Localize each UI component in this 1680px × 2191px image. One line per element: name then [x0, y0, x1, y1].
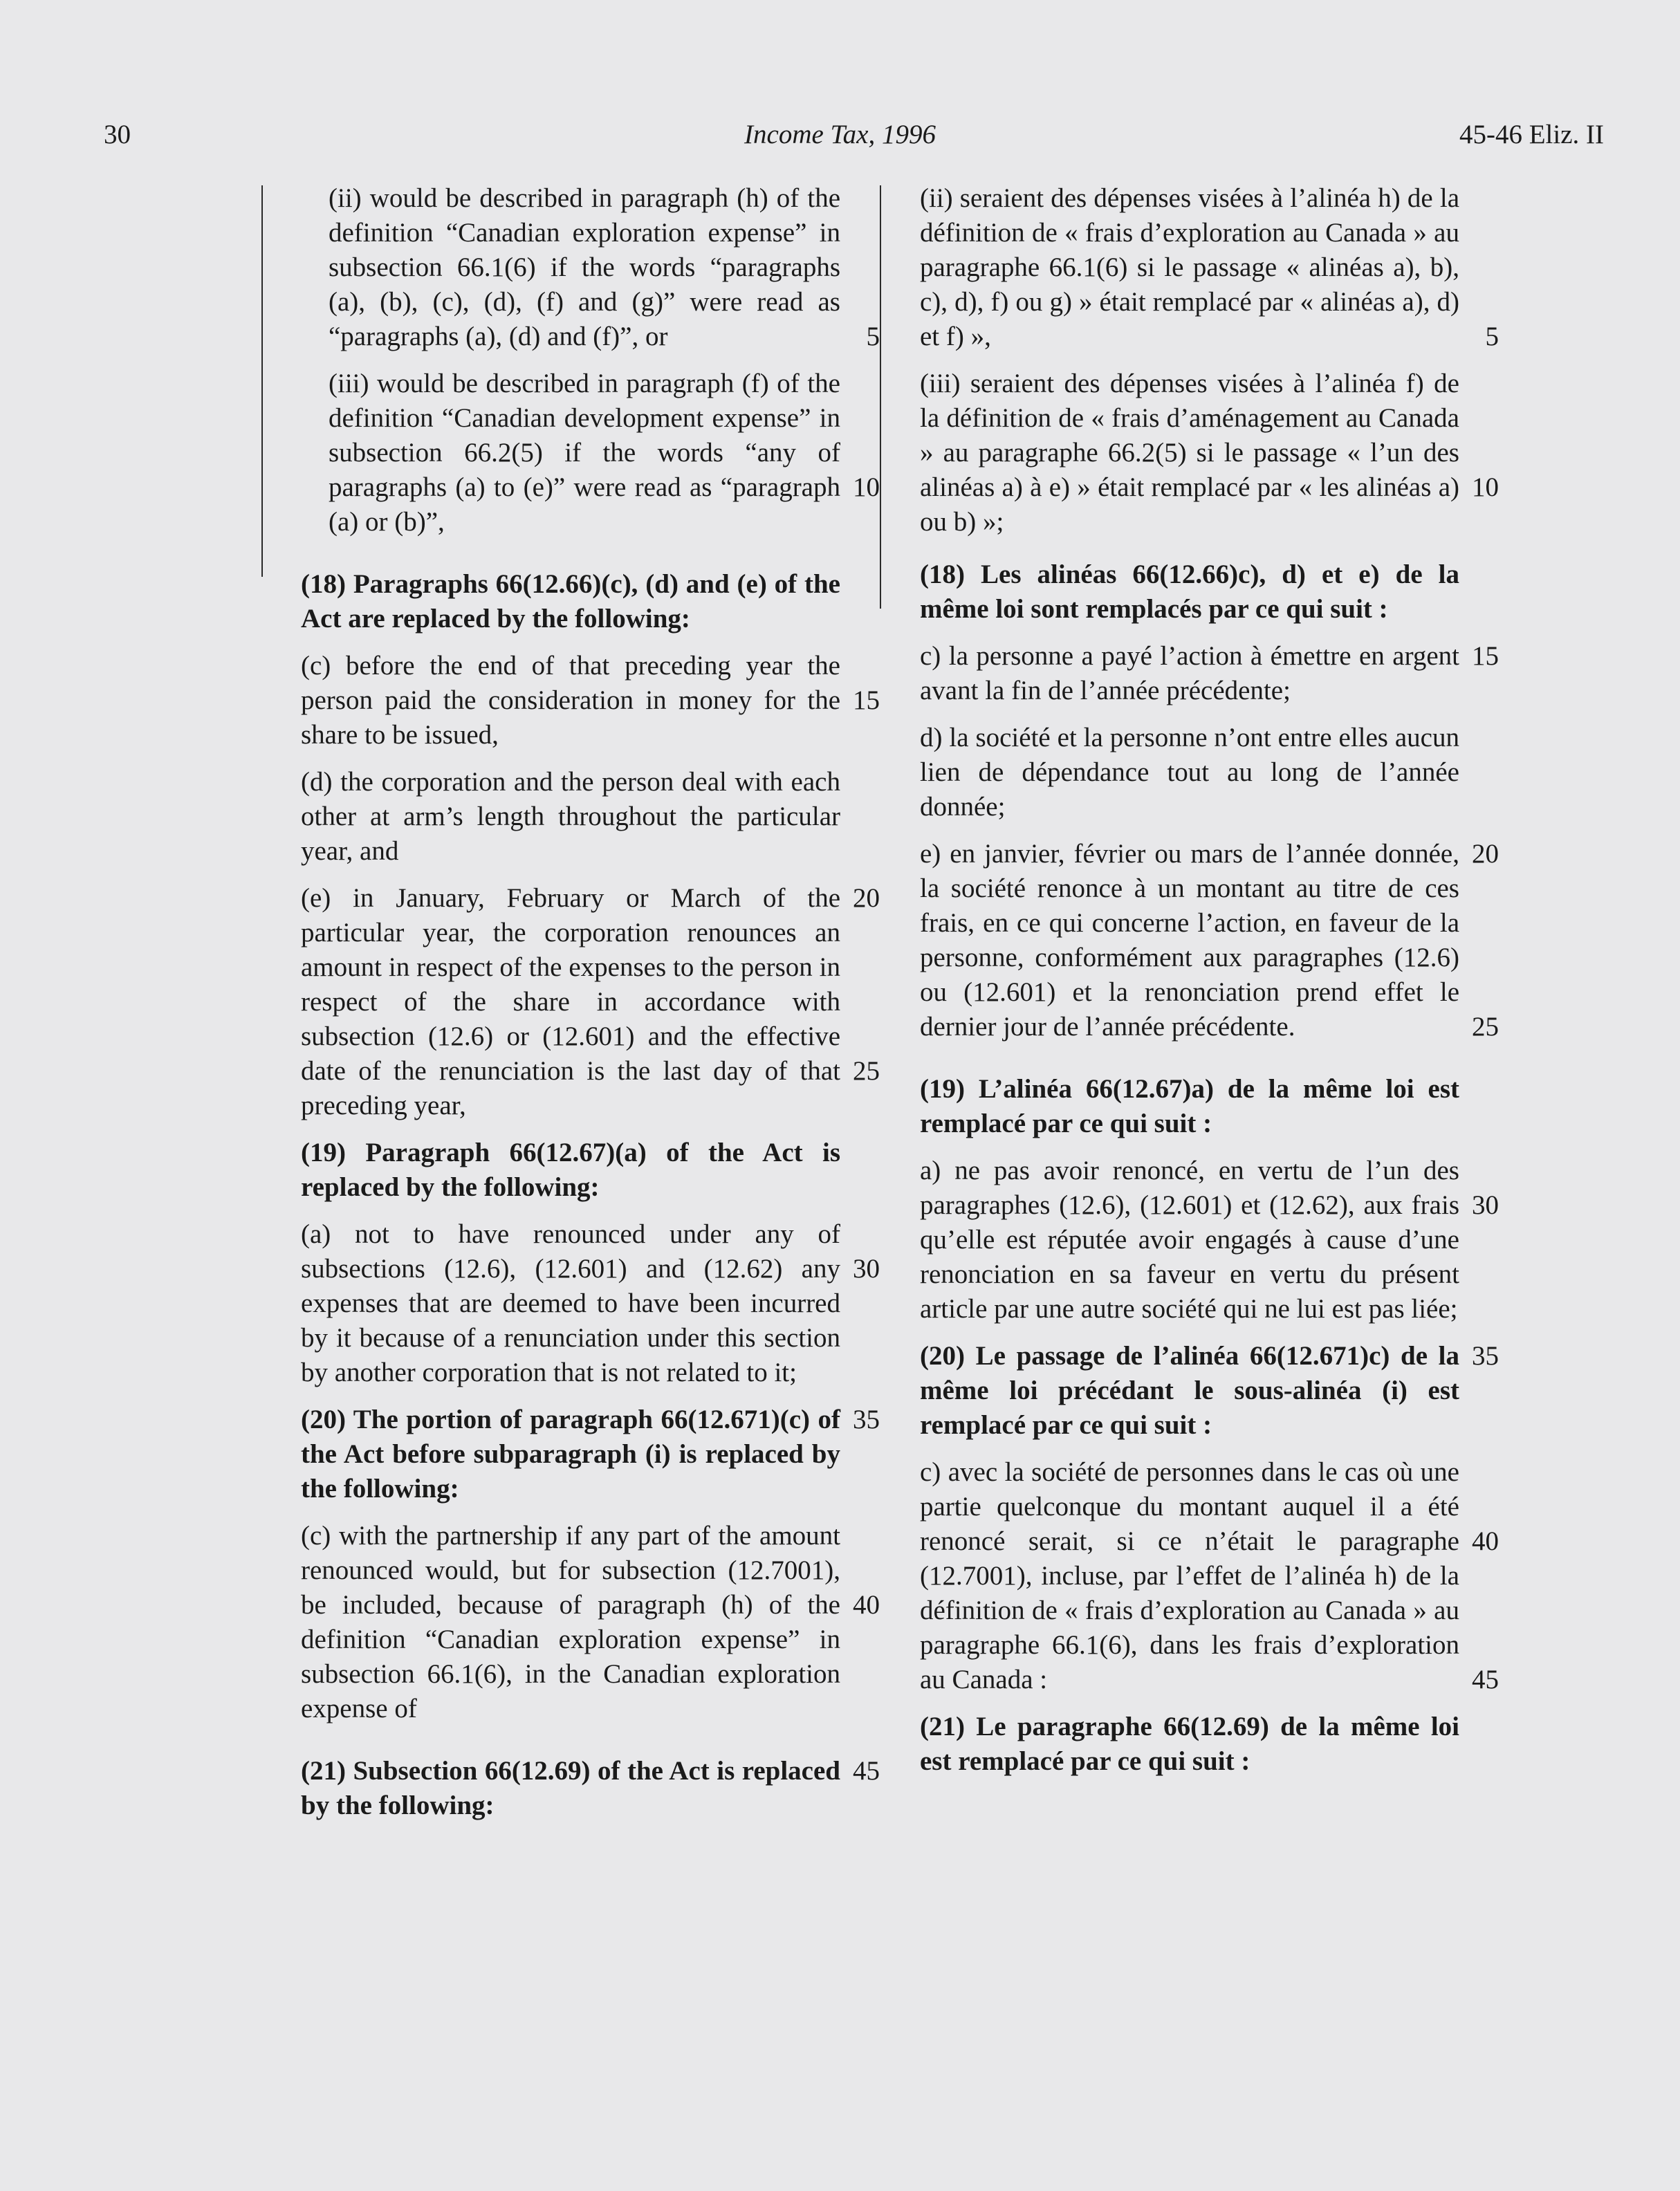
en-paragraph-18c: (c) before the end of that preceding year the person paid the consideration in money for the share to be issued, — [301, 651, 840, 750]
amendment-rule-english — [261, 185, 263, 577]
fr-paragraph-18c: c) la personne a payé l’action à émettre en argent avant la fin de l’année précédente; — [920, 641, 1459, 705]
en-paragraph-18e: (e) in January, February or March of the particular year, the corporation renounces an amount in respect of the expenses to the person in respect of the share in accordance with subsection (12.6) or (12.601) and the effective date of the renunciation is the last day of that preceding year, — [301, 883, 840, 1120]
line-number-35: 35 — [853, 1405, 880, 1434]
en-heading-20: (20) The portion of paragraph 66(12.671)(c) of the Act before subparagraph (i) is replaced by the following: — [301, 1405, 840, 1504]
line-number-30: 30 — [853, 1254, 880, 1284]
english-column — [270, 181, 878, 1823]
line-number-40-fr: 40 — [1472, 1526, 1499, 1556]
line-number-45-fr: 45 — [1472, 1665, 1499, 1694]
en-heading-19: (19) Paragraph 66(12.67)(a) of the Act is replaced by the following: — [301, 1138, 840, 1202]
en-subparagraph-iii: (iii) would be described in paragraph (f) of the definition “Canadian development expense” in subsection 66.2(5) if the words “any of paragraphs (a) to (e)” were read as “paragraph (a) or (b)”, — [329, 369, 840, 537]
fr-paragraph-18d: d) la société et la personne n’ont entre elles aucun lien de dépendance tout au long de l’année donnée; — [920, 723, 1459, 822]
page-number: 30 — [104, 120, 131, 149]
line-number-10: 10 — [853, 472, 880, 502]
line-number-20: 20 — [853, 883, 880, 913]
fr-heading-18: (18) Les alinéas 66(12.66)c), d) et e) de la même loi sont remplacés par ce qui suit : — [920, 560, 1459, 624]
en-heading-21: (21) Subsection 66(12.69) of the Act is replaced by the following: — [301, 1756, 840, 1820]
fr-subparagraph-iii: (iii) seraient des dépenses visées à l’alinéa f) de la définition de « frais d’aménagement au Canada » au paragraphe 66.2(5) si le passage « l’un des alinéas a) à e) » était remplacé par « les alinéas a) ou b) »; — [920, 369, 1459, 537]
en-paragraph-20c: (c) with the partnership if any part of the amount renounced would, but for subsection (12.7001), be included, because of paragraph (h) of the definition “Canadian exploration expense” in subsection 66.1(6), in the Canadian exploration expense of — [301, 1521, 840, 1723]
line-number-5-fr: 5 — [1485, 322, 1499, 351]
en-paragraph-19a: (a) not to have renounced under any of subsections (12.6), (12.601) and (12.62) any expenses that are deemed to have been incurred by it because of a renunciation under this section by another corporation that is not related to it; — [301, 1219, 840, 1387]
french-column — [889, 181, 1497, 1779]
fr-paragraph-20c: c) avec la société de personnes dans le cas où une partie quelconque du montant auquel il a été renoncé serait, si ce n’était le paragraphe (12.7001), incluse, par l’effet de l’alinéa h) de la définition de « frais d’exploration au Canada » au paragraphe 66.1(6), dans les frais d’exploration au Canada : — [920, 1457, 1459, 1694]
line-number-35-fr: 35 — [1472, 1341, 1499, 1371]
amendment-rule-french — [880, 185, 881, 609]
fr-heading-19: (19) L’alinéa 66(12.67)a) de la même loi est remplacé par ce qui suit : — [920, 1074, 1459, 1138]
line-number-30-fr: 30 — [1472, 1190, 1499, 1220]
fr-heading-20: (20) Le passage de l’alinéa 66(12.671)c) de la même loi précédant le sous-alinéa (i) est remplacé par ce qui suit : — [920, 1341, 1459, 1440]
en-heading-18: (18) Paragraphs 66(12.66)(c), (d) and (e) of the Act are replaced by the following: — [301, 569, 840, 634]
line-number-10-fr: 10 — [1472, 472, 1499, 502]
en-paragraph-18d: (d) the corporation and the person deal with each other at arm’s length throughout the particular year, and — [301, 767, 840, 866]
line-number-15-fr: 15 — [1472, 641, 1499, 671]
fr-subparagraph-ii: (ii) seraient des dépenses visées à l’alinéa h) de la définition de « frais d’exploration au Canada » au paragraphe 66.1(6) si le passage « alinéas a), b), c), d), f) ou g) » était remplacé par « alinéas a), d) et f) », — [920, 183, 1459, 351]
line-number-45: 45 — [853, 1756, 880, 1786]
line-number-20-fr: 20 — [1472, 839, 1499, 869]
fr-heading-21: (21) Le paragraphe 66(12.69) de la même loi est remplacé par ce qui suit : — [920, 1712, 1459, 1776]
en-subparagraph-ii: (ii) would be described in paragraph (h) of the definition “Canadian exploration expense” in subsection 66.1(6) if the words “paragraphs (a), (b), (c), (d), (f) and (g)” were read as “paragraphs (a), (d) and (f)”, or — [329, 183, 840, 351]
line-number-25: 25 — [853, 1056, 880, 1086]
running-title: Income Tax, 1996 — [744, 120, 936, 149]
line-number-40: 40 — [853, 1590, 880, 1620]
fr-paragraph-18e: e) en janvier, février ou mars de l’année donnée, la société renonce à un montant au titre de ces frais, en ce qui concerne l’action, en faveur de la personne, conformément aux paragraphes (12.6) ou (12.601) et la renonciation prend effet le dernier jour de l’année précédente. — [920, 839, 1459, 1042]
line-number-25-fr: 25 — [1472, 1012, 1499, 1042]
line-number-15: 15 — [853, 685, 880, 715]
regnal-year: 45-46 Eliz. II — [1459, 120, 1604, 149]
fr-paragraph-19a: a) ne pas avoir renoncé, en vertu de l’un des paragraphes (12.6), (12.601) et (12.62), aux frais qu’elle est réputée avoir engagés à cause d’une renonciation en sa faveur en vertu du présent article par une autre société qui ne lui est pas liée; — [920, 1156, 1459, 1324]
line-number-5: 5 — [866, 322, 880, 351]
